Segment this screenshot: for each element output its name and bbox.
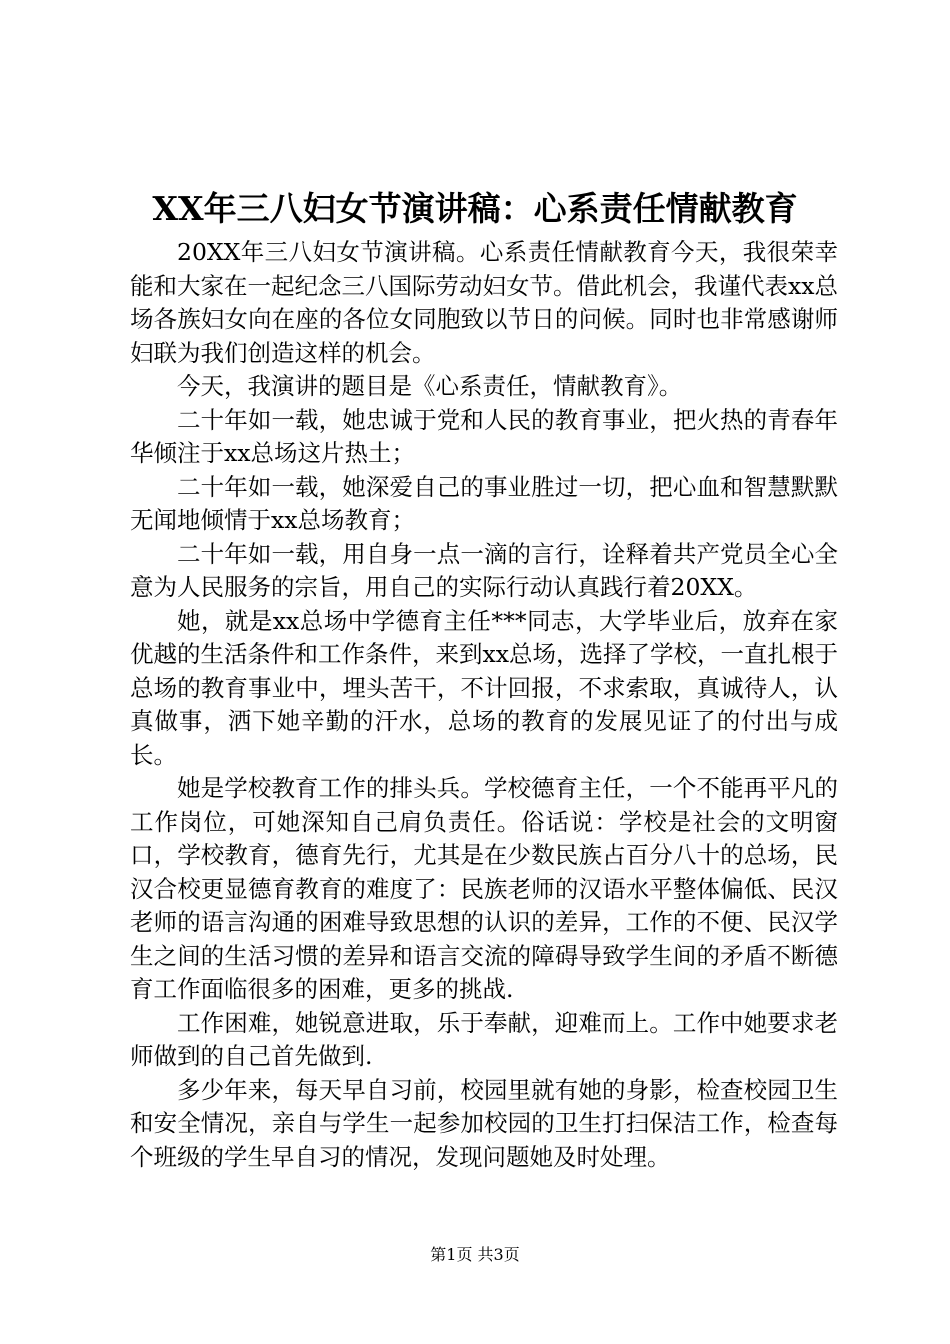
paragraph-3: 二十年如一载，她忠诚于党和人民的教育事业，把火热的青春年华倾注于xx总场这片热土； — [130, 405, 838, 467]
document-title: XX年三八妇女节演讲稿：心系责任情献教育 — [152, 189, 798, 228]
page-number-footer: 第1页 共3页 — [430, 1245, 520, 1264]
paragraph-6: 她，就是xx总场中学德育主任***同志，大学毕业后，放弃在家优越的生活条件和工作条件，来到xx总场，选择了学校，一直扎根于总场的教育事业中，埋头苦干，不计回报，不求索取，真诚待人，认真做事，洒下她辛勤的汗水，总场的教育的发展见证了的付出与成长。 — [130, 606, 839, 769]
paragraph-5: 二十年如一载，用自身一点一滴的言行，诠释着共产党员全心全意为人民服务的宗旨，用自己的实际行动认真践行着20XX。 — [130, 539, 838, 601]
paragraph-8: 工作困难，她锐意进取，乐于奉献，迎难而上。工作中她要求老师做到的自己首先做到. — [130, 1008, 838, 1070]
paragraph-7: 她是学校教育工作的排头兵。学校德育主任，一个不能再平凡的工作岗位，可她深知自己肩负责任。俗话说：学校是社会的文明窗口，学校教育，德育先行，尤其是在少数民族占百分八十的总场，民汉合校更显德育教育的难度了：民族老师的汉语水平整体偏低、民汉老师的语言沟通的困难导致思想的认识的差异，工作的不便、民汉学生之间的生活习惯的差异和语言交流的障碍导致学生间的矛盾不断德育工作面临很多的困难，更多的挑战. — [130, 774, 838, 1003]
document-body — [130, 236, 838, 1174]
paragraph-4: 二十年如一载，她深爱自己的事业胜过一切，把心血和智慧默默无闻地倾情于xx总场教育； — [130, 472, 838, 534]
paragraph-1: 20XX年三八妇女节演讲稿。心系责任情献教育今天，我很荣幸能和大家在一起纪念三八国际劳动妇女节。借此机会，我谨代表xx总场各族妇女向在座的各位女同胞致以节日的问候。同时也非常感谢师妇联为我们创造这样的机会。 — [130, 238, 839, 367]
paragraph-9: 多少年来，每天早自习前，校园里就有她的身影，检查校园卫生和安全情况，亲自与学生一起参加校园的卫生打扫保洁工作，检查每个班级的学生早自习的情况，发现问题她及时处理。 — [130, 1075, 838, 1171]
paragraph-2: 今天，我演讲的题目是《心系责任，情献教育》。 — [177, 372, 683, 400]
